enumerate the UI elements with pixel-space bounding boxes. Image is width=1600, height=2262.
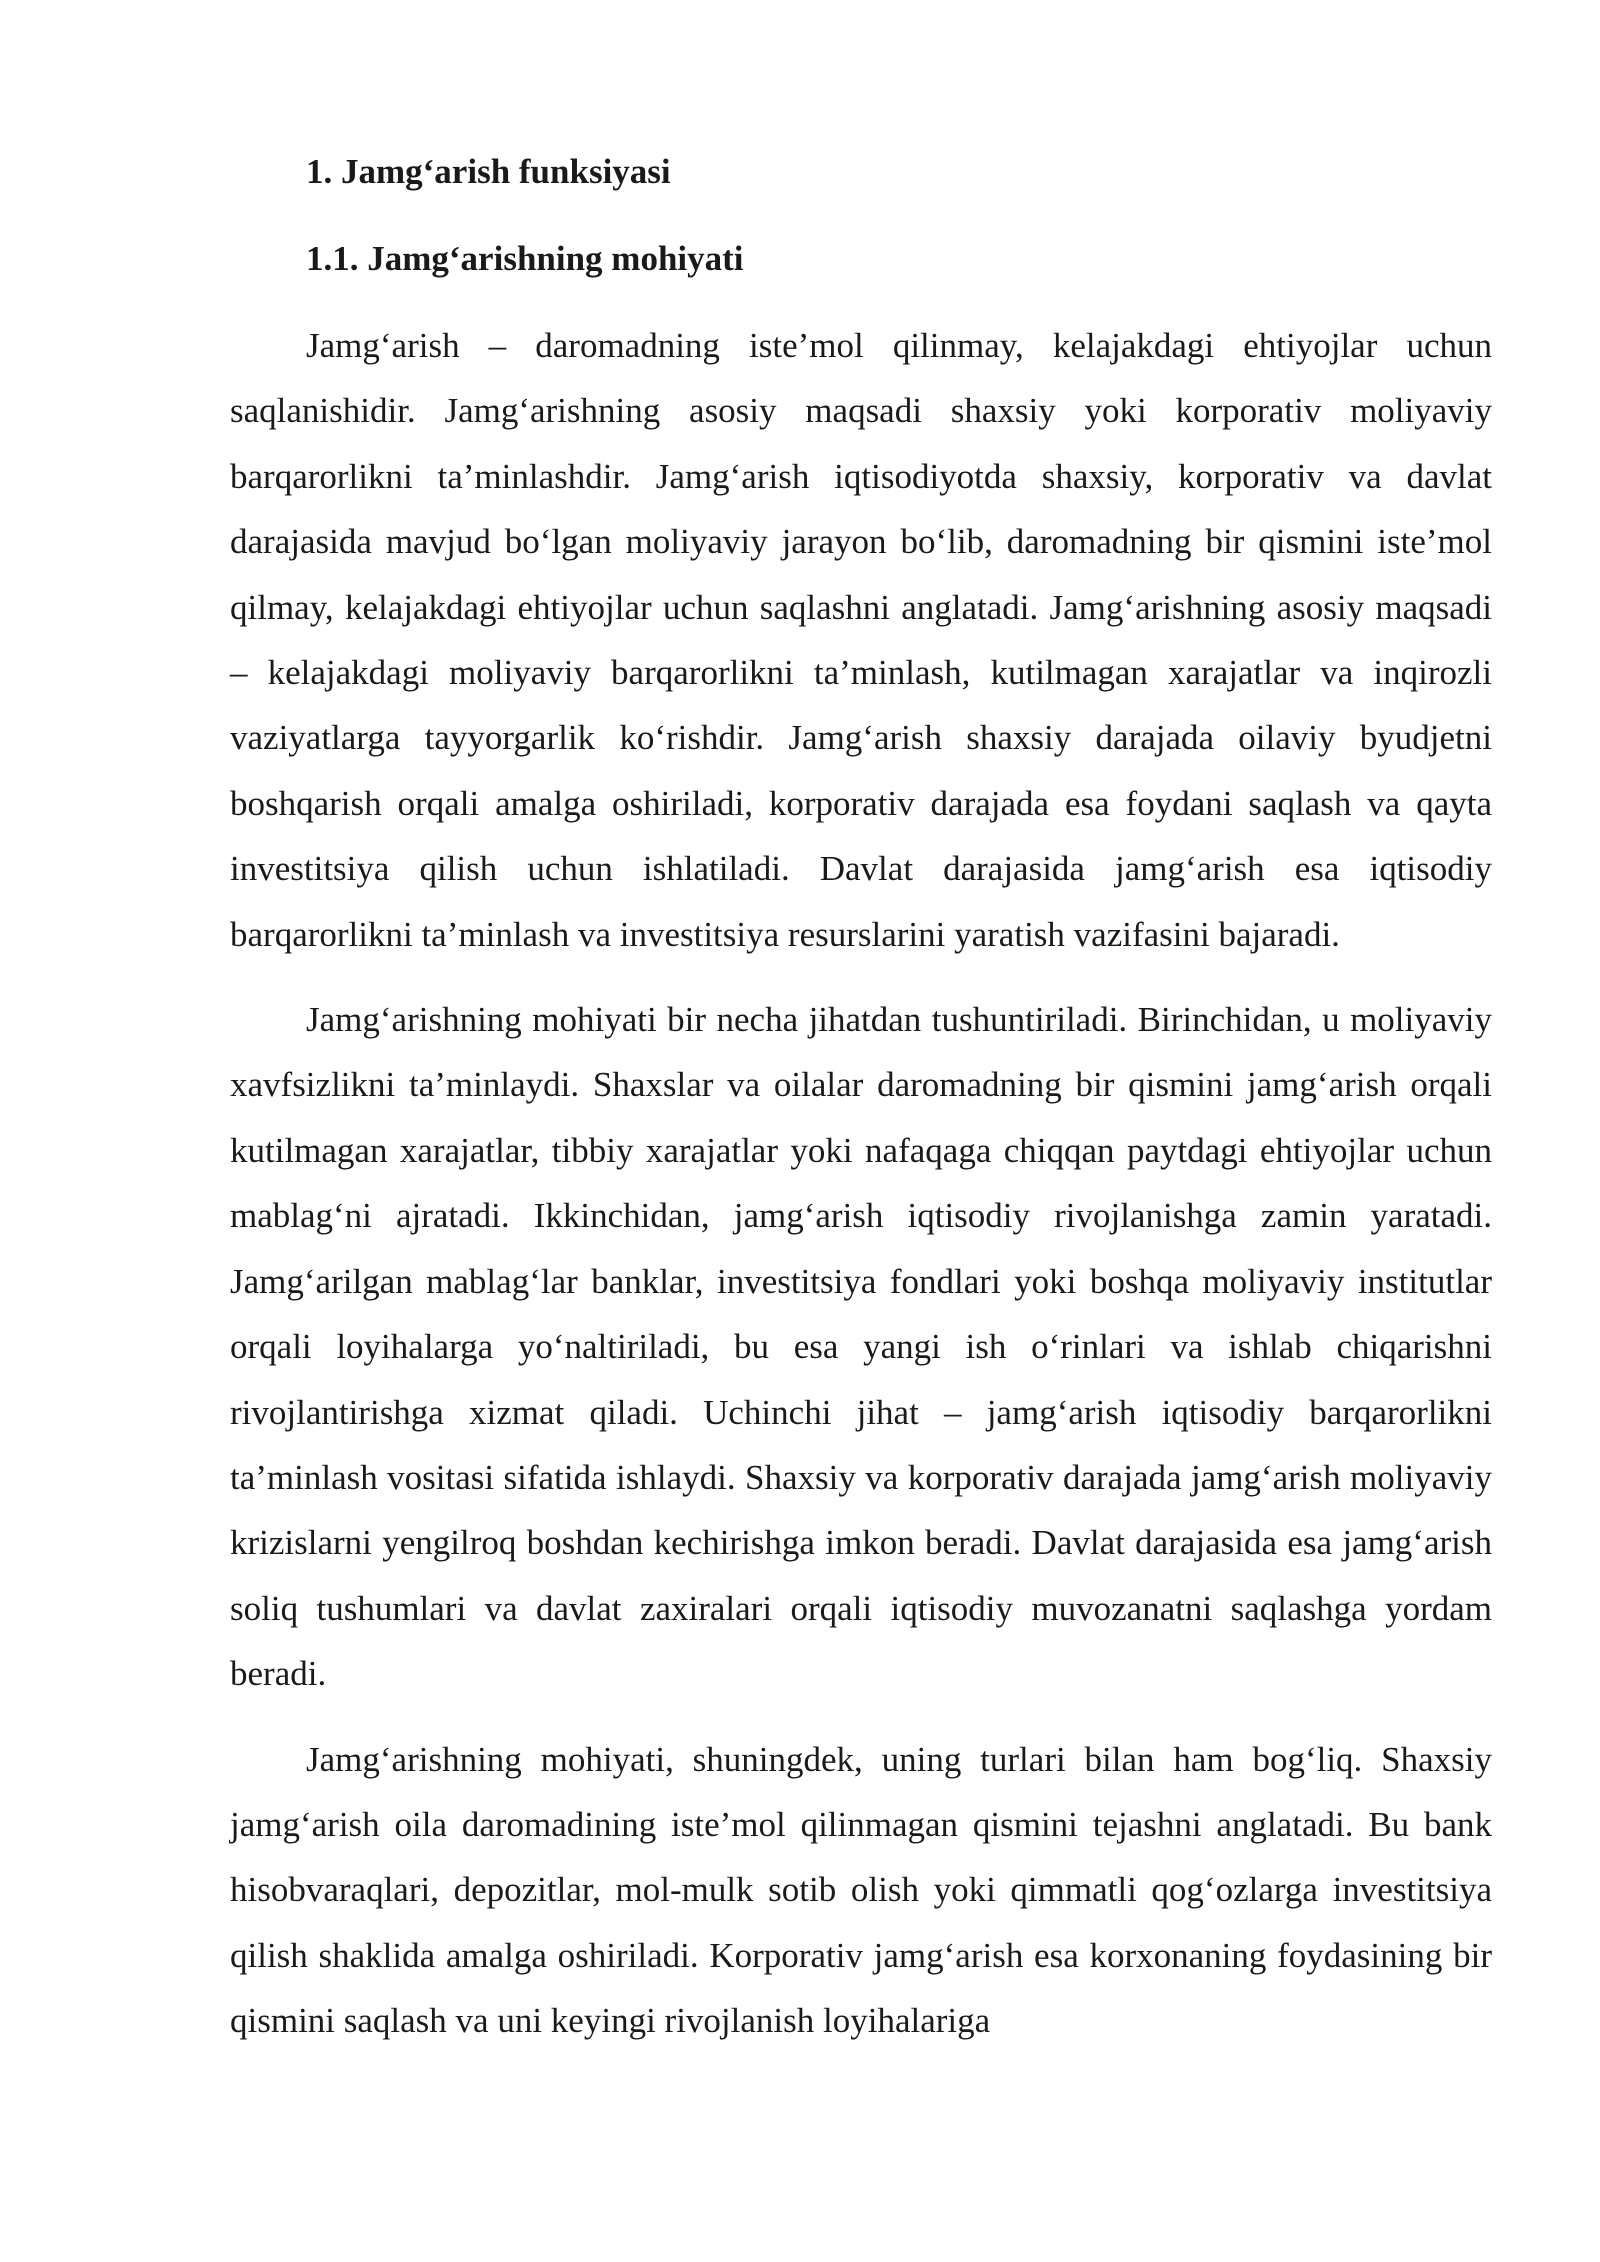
- paragraph-1: Jamg‘arish – daromadning iste’mol qilinmay, kelajakdagi ehtiyojlar uchun saqlanishidir. Jamg‘arishning asosiy maqsadi shaxsiy yoki korporativ moliyaviy barqarorlikni ta’minlashdir. Jamg‘arish iqtisodiyotda shaxsiy, korporativ va davlat darajasida mavjud bo‘lgan moliyaviy jarayon bo‘lib, daromadning bir qismini iste’mol qilmay, kelajakdagi ehtiyojlar uchun saqlashni anglatadi. Jamg‘arishning asosiy maqsadi – kelajakdagi moliyaviy barqarorlikni ta’minlash, kutilmagan xarajatlar va inqirozli vaziyatlarga tayyorgarlik ko‘rishdir. Jamg‘arish shaxsiy darajada oilaviy byudjetni boshqarish orqali amalga oshiriladi, korporativ darajada esa foydani saqlash va qayta investitsiya qilish uchun ishlatiladi. Davlat darajasida jamg‘arish esa iqtisodiy barqarorlikni ta’minlash va investitsiya resurslarini yaratish vazifasini bajaradi.: [230, 326, 1492, 954]
- paragraph-3: Jamg‘arishning mohiyati, shuningdek, uning turlari bilan ham bog‘liq. Shaxsiy jamg‘arish oila daromadining iste’mol qilinmagan qismini tejashni anglatadi. Bu bank hisobvaraqlari, depozitlar, mol-mulk sotib olish yoki qimmatli qog‘ozlarga investitsiya qilish shaklida amalga oshiriladi. Korporativ jamg‘arish esa korxonaning foydasining bir qismini saqlash va uni keyingi rivojlanish loyihalariga: [230, 1739, 1492, 2041]
- section-heading: 1. Jamg‘arish funksiyasi: [306, 152, 671, 191]
- document-body: [230, 148, 1492, 2054]
- paragraph-2: Jamg‘arishning mohiyati bir necha jihatdan tushuntiriladi. Birinchidan, u moliyaviy xavfsizlikni ta’minlaydi. Shaxslar va oilalar daromadning bir qismini jamg‘arish orqali kutilmagan xarajatlar, tibbiy xarajatlar yoki nafaqaga chiqqan paytdagi ehtiyojlar uchun mablag‘ni ajratadi. Ikkinchidan, jamg‘arish iqtisodiy rivojlanishga zamin yaratadi. Jamg‘arilgan mablag‘lar banklar, investitsiya fondlari yoki boshqa moliyaviy institutlar orqali loyihalarga yo‘naltiriladi, bu esa yangi ish o‘rinlari va ishlab chiqarishni rivojlantirishga xizmat qiladi. Uchinchi jihat – jamg‘arish iqtisodiy barqarorlikni ta’minlash vositasi sifatida ishlaydi. Shaxsiy va korporativ darajada jamg‘arish moliyaviy krizislarni yengilroq boshdan kechirishga imkon beradi. Davlat darajasida esa jamg‘arish soliq tushumlari va davlat zaxiralari orqali iqtisodiy muvozanatni saqlashga yordam beradi.: [230, 1000, 1492, 1694]
- subsection-heading: 1.1. Jamg‘arishning mohiyati: [306, 239, 744, 278]
